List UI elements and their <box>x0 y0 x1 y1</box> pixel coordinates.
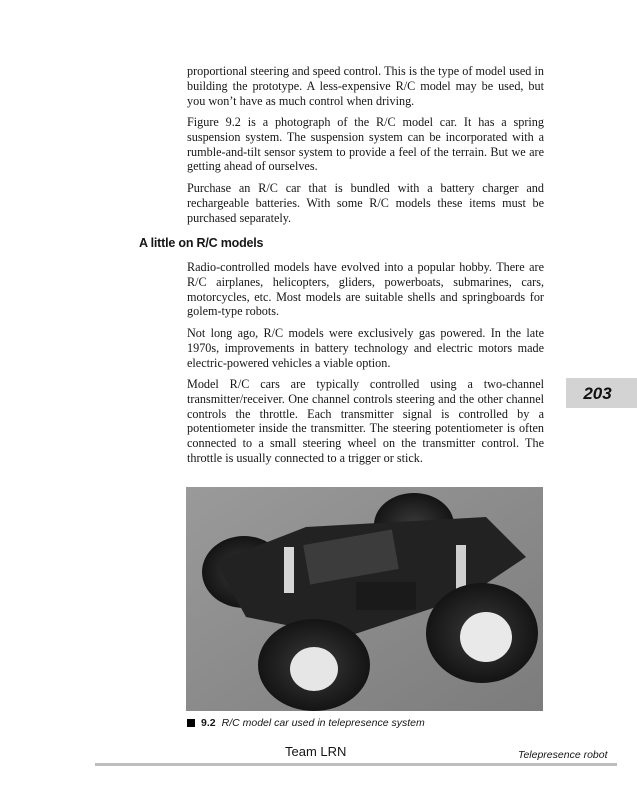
paragraph-control: Model R/C cars are typically controlled using a two-channel transmitter/receiver. One channel controls steering and the other channel controls the throttle. Each transmitter signal is controlled by a potentiometer inside the transmitter. The steering potentiometer is often connected to a small steering wheel on the transmitter control. The throttle is usually connected to a trigger or stick. <box>187 377 544 465</box>
footer-team: Team LRN <box>285 744 347 759</box>
paragraph-hobby: Radio-controlled models have evolved into a popular hobby. There are R/C airplanes, helicopters, gliders, powerboats, submarines, cars, motorcycles, etc. Most models are suitable shells and springboards for golem-type robots. <box>187 260 544 319</box>
paragraph-purchase: Purchase an R/C car that is bundled with a battery charger and rechargeable batteries. With some R/C models these items must be purchased separately. <box>187 181 544 225</box>
figure-caption <box>187 717 425 729</box>
paragraph-history: Not long ago, R/C models were exclusively gas powered. In the late 1970s, improvements in battery technology and electric motors made electric-powered vehicles a viable option. <box>187 326 544 370</box>
front-left-wheel <box>290 647 338 691</box>
running-head: Telepresence robot <box>518 749 608 761</box>
caption-bullet <box>187 719 195 727</box>
section-heading: A little on R/C models <box>139 236 264 250</box>
figure-number: 9.2 <box>201 717 216 729</box>
motor-housing <box>356 582 416 610</box>
page-number-tab <box>566 378 637 408</box>
figure-photo <box>186 487 543 711</box>
rc-car-photo <box>186 487 543 711</box>
paragraph-proportional-control: proportional steering and speed control. This is the type of model used in building the prototype. A less-expensive R/C model may be used, but you won’t have as much control when driving. <box>187 64 544 108</box>
paragraph-figure-reference: Figure 9.2 is a photograph of the R/C model car. It has a spring suspension system. The suspension system can be incorporated with a rumble-and-tilt sensor system to provide a feel of the terrain. But we are getting ahead of ourselves. <box>187 115 544 174</box>
suspension-spring-left <box>284 547 294 593</box>
footer-rule <box>95 763 617 766</box>
caption-text: R/C model car used in telepresence system <box>221 717 425 729</box>
front-right-wheel <box>460 612 512 662</box>
page-number: 203 <box>583 384 612 403</box>
